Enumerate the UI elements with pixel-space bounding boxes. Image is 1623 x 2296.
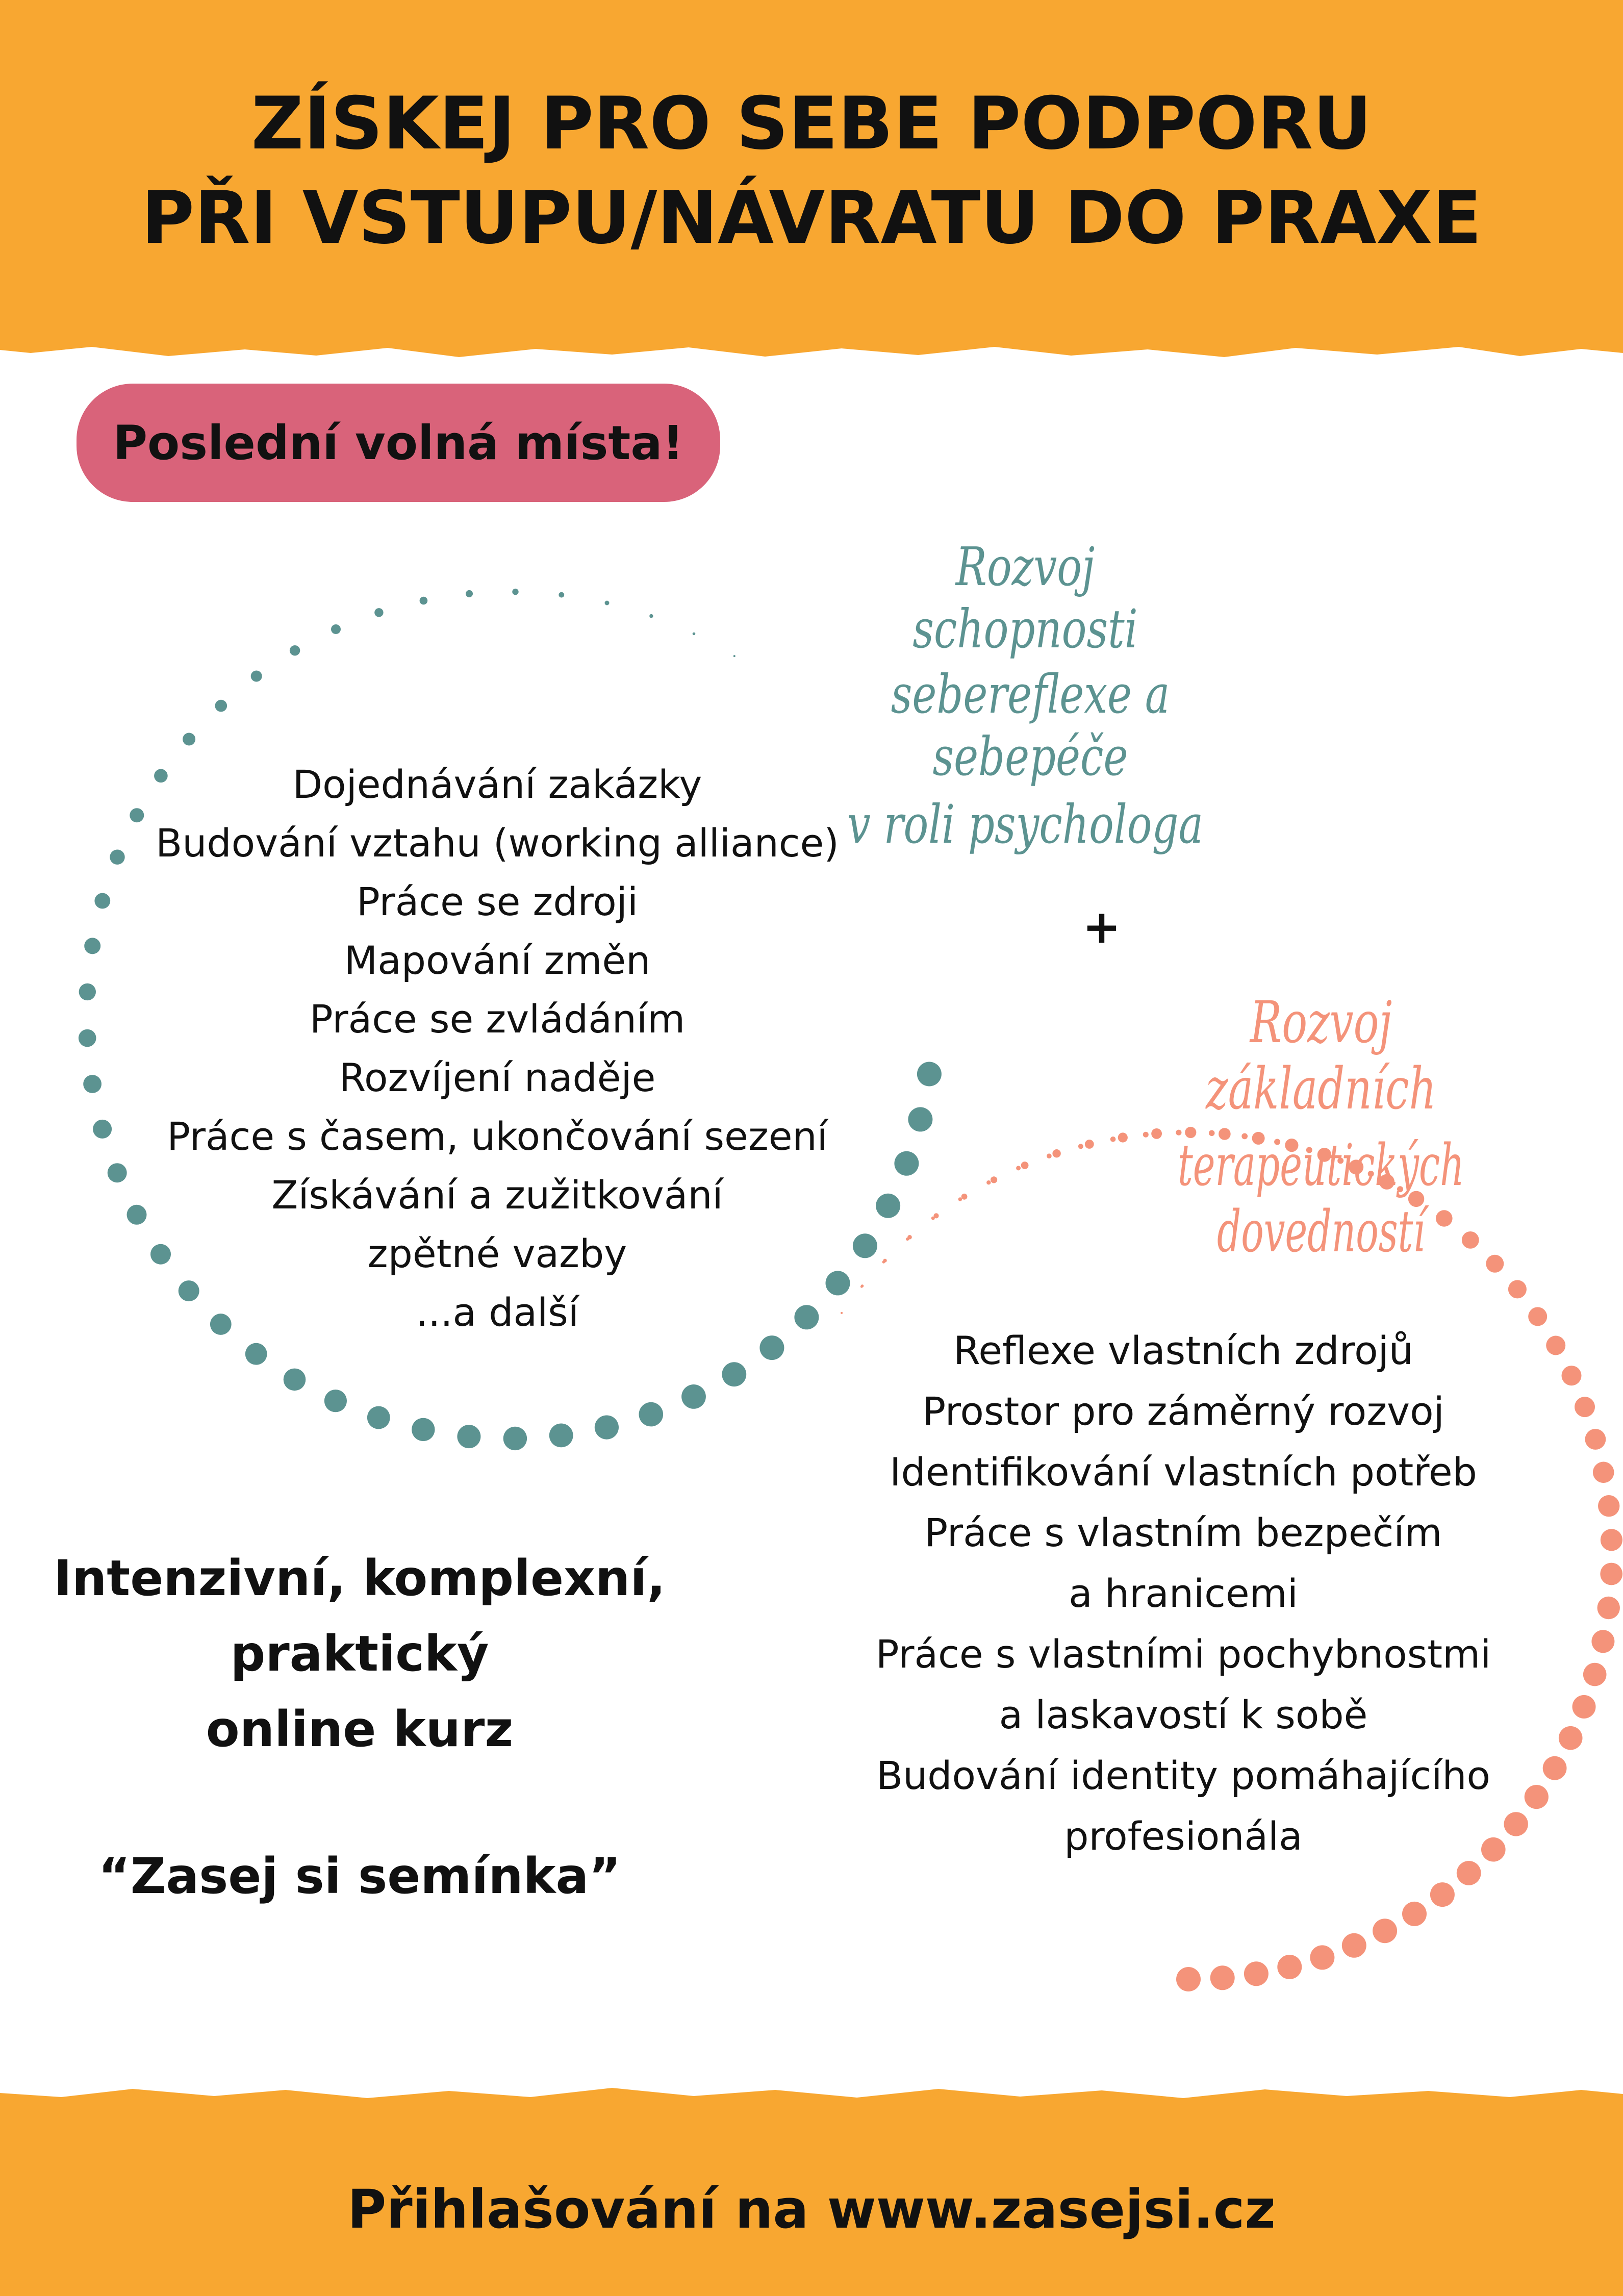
salmon-ring-dot (1310, 1945, 1334, 1970)
right-topic-item: Reflexe vlastních zdrojů (953, 1328, 1413, 1373)
right-topic-item: Prostor pro záměrný rozvoj (922, 1389, 1444, 1434)
salmon-heading-line-2: terapeutických dovedností (1178, 1132, 1464, 1265)
right-topic-item: Identifikování vlastních potřeb (890, 1449, 1477, 1495)
salmon-ring-dot (1244, 1961, 1269, 1986)
salmon-heading-line-1: Rozvoj základních (1206, 990, 1436, 1122)
teal-ring-dot (93, 1120, 112, 1139)
course-description (46, 1541, 673, 1914)
salmon-ring-dot (1176, 1967, 1201, 1991)
left-topic-item: Rozvíjení naděje (339, 1055, 656, 1100)
badge-text: Poslední volná místa! (113, 415, 684, 470)
salmon-ring-tail-dot (1016, 1166, 1021, 1170)
teal-ring-dot (290, 645, 300, 655)
teal-ring-dot (512, 589, 518, 595)
salmon-ring-dot (1021, 1162, 1029, 1169)
teal-heading-line-3: v roli psychologa (847, 793, 1203, 855)
teal-ring-dot (331, 624, 341, 634)
salmon-ring-dot (1430, 1882, 1455, 1907)
teal-ring-dot (215, 700, 227, 712)
teal-ring-dot (374, 608, 383, 617)
footer-text: Přihlašování na www.zasejsi.cz (347, 2178, 1276, 2240)
right-topic-item: a hranicemi (1069, 1571, 1298, 1616)
teal-ring-dot (466, 590, 473, 597)
teal-ring-dot (681, 1384, 706, 1409)
left-topic-item: zpětné vazby (367, 1231, 627, 1276)
teal-heading-line-2: sebereflexe a sebepéče (891, 663, 1170, 788)
teal-ring-dot (412, 1418, 435, 1441)
left-topic-item: Získávání a zužitkování (271, 1172, 723, 1218)
title-line-2: PŘI VSTUPU/NÁVRATU DO PRAXE (141, 176, 1482, 260)
salmon-ring-dot (1600, 1563, 1622, 1585)
teal-ring-dot (917, 1062, 942, 1087)
left-topic-item: Práce se zdroji (357, 879, 638, 924)
salmon-ring-dot (1598, 1495, 1619, 1517)
salmon-ring-tail-dot (1047, 1153, 1052, 1158)
salmon-ring-dot (991, 1176, 997, 1183)
course-name: “Zasej si semínka” (98, 1848, 621, 1905)
teal-ring-dot (722, 1362, 746, 1386)
teal-ring-dot (79, 1029, 96, 1047)
course-spacer (46, 1767, 673, 1838)
teal-ring-dot (183, 733, 195, 746)
salmon-ring-dot (1597, 1597, 1620, 1619)
footer-brush-edge (0, 2084, 1623, 2104)
right-topic-item: Práce s vlastními pochybnostmi (875, 1631, 1491, 1677)
salmon-ring-dot (1601, 1529, 1622, 1551)
teal-ring-dot (94, 893, 110, 909)
left-topic-item: Práce se zvládáním (309, 996, 686, 1042)
left-topic-item: Dojednávání zakázky (292, 762, 702, 807)
course-line-1: Intenzivní, komplexní, (54, 1550, 666, 1607)
left-topic-item: Mapování změn (344, 938, 651, 983)
teal-ring-dot (367, 1406, 390, 1429)
plus-sign: + (1082, 900, 1121, 954)
left-topic-item: Budování vztahu (working alliance) (156, 820, 839, 866)
teal-ring-dot (908, 1107, 932, 1131)
teal-ring-dot (894, 1151, 919, 1176)
teal-ring-dot (79, 983, 96, 1000)
teal-ring-dot (420, 597, 428, 605)
left-topic-item: ...a další (416, 1290, 579, 1335)
teal-ring-dot (649, 614, 653, 618)
right-topic-item: Budování identity pomáhajícího (876, 1753, 1491, 1798)
salmon-ring-dot (961, 1194, 968, 1200)
course-line-2: praktický (230, 1625, 489, 1682)
salmon-ring-tail-dot (906, 1238, 909, 1241)
teal-ring-dot (284, 1369, 306, 1391)
teal-ring-dot (457, 1425, 480, 1448)
left-topic-item: Práce s časem, ukončování sezení (167, 1114, 828, 1159)
salmon-ring-tail-dot (882, 1260, 885, 1264)
right-topic-list (770, 1320, 1596, 1866)
teal-ring-dot (251, 671, 262, 682)
left-topic-list (112, 755, 882, 1342)
teal-ring-dot (324, 1390, 347, 1412)
right-topic-item: Práce s vlastním bezpečím (924, 1510, 1442, 1555)
teal-ring-dot (245, 1343, 267, 1365)
salmon-ring-dot (1402, 1902, 1427, 1926)
salmon-ring-tail-dot (1078, 1144, 1083, 1149)
course-line-3: online kurz (206, 1701, 514, 1758)
salmon-ring-tail-dot (931, 1217, 935, 1220)
teal-ring-dot (559, 592, 564, 598)
salmon-ring-tail-dot (986, 1180, 991, 1184)
teal-ring-dot (595, 1416, 619, 1440)
teal-ring-dot (83, 1075, 102, 1093)
teal-ring-dot (549, 1424, 573, 1448)
teal-heading-line-1: Rozvoj schopnosti (912, 536, 1138, 660)
salmon-ring-dot (1210, 1965, 1235, 1990)
salmon-ring-dot (1052, 1149, 1060, 1157)
teal-ring-dot (605, 601, 610, 605)
teal-ring-dot (503, 1427, 527, 1450)
title-line-1: ZÍSKEJ PRO SEBE PODPORU (251, 82, 1372, 166)
teal-ring-dot (84, 938, 100, 954)
salmon-ring-dot (1277, 1955, 1302, 1979)
right-topic-item: a laskavostí k sobě (999, 1692, 1368, 1737)
salmon-ring-dot (1508, 1280, 1527, 1298)
teal-ring-dot (639, 1402, 664, 1427)
teal-ring-dot (733, 655, 736, 657)
salmon-ring-tail-dot (958, 1197, 962, 1201)
right-topic-item: profesionála (1064, 1813, 1303, 1859)
salmon-ring-dot (1373, 1919, 1397, 1943)
salmon-ring-dot (1342, 1933, 1366, 1958)
registration-footer (0, 2178, 1623, 2240)
teal-ring-dot (693, 633, 696, 636)
